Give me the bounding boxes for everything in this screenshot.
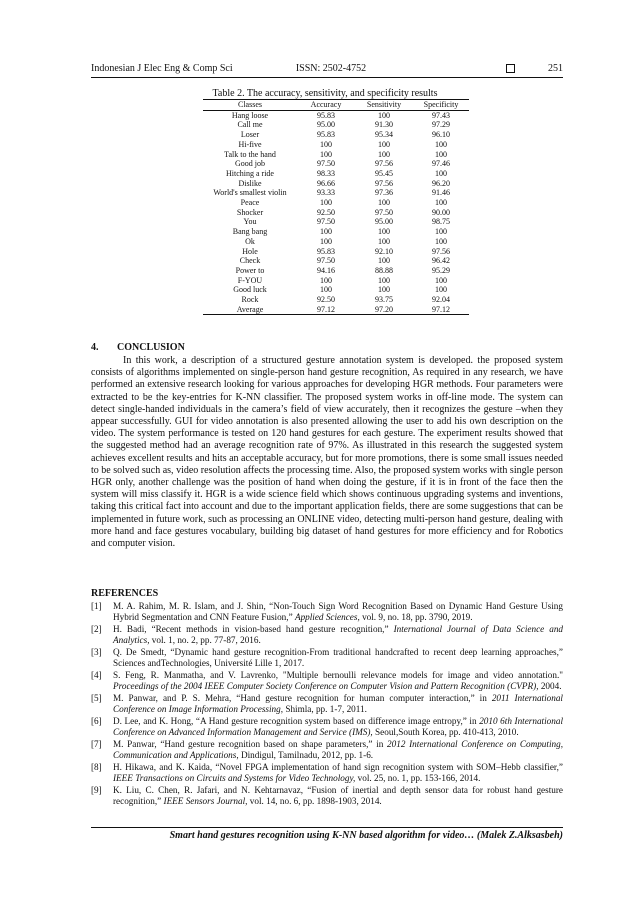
- table-cell: 100: [378, 285, 390, 295]
- table-cell: 88.88: [375, 265, 393, 275]
- reference-item: [91, 670, 563, 693]
- section-number: 4.: [91, 342, 99, 353]
- running-footer: Smart hand gestures recognition using K-NN based algorithm for video… (Malek Z.Alksasbeh): [169, 830, 563, 841]
- table-cell: 95.00: [317, 120, 335, 130]
- table-cell: 100: [378, 139, 390, 149]
- reference-text: D. Lee, and K. Hong, “A Hand gesture recognition system based on difference image entropy,” in: [113, 715, 477, 726]
- table-cell: 96.10: [432, 130, 450, 140]
- page-number: 251: [548, 63, 563, 74]
- table-row: [203, 217, 469, 227]
- table-cell: 97.50: [317, 159, 335, 169]
- table-cell: 100: [435, 168, 447, 178]
- checkbox-square-icon: [506, 64, 515, 73]
- table-row: [203, 266, 469, 276]
- table-cell: 96.20: [432, 178, 450, 188]
- reference-text: M. A. Rahim, M. R. Islam, and J. Shin, “Non-Touch Sign Word Recognition Based on Dynamic Hand Gesture Using Hybrid Segmentation and CNN Feature Fusion,”: [113, 601, 563, 623]
- table-row: [203, 247, 469, 257]
- table-row: [203, 169, 469, 179]
- reference-item: [91, 785, 563, 808]
- reference-number: [1]: [91, 601, 102, 611]
- reference-details: vol. 25, no. 1, pp. 153-166, 2014.: [357, 773, 481, 784]
- table-cell: 92.10: [375, 246, 393, 256]
- reference-number: [4]: [91, 669, 102, 680]
- table-cell: 97.12: [297, 305, 355, 315]
- reference-venue: International Journal of Data Science and Analytics,: [113, 623, 564, 646]
- table-cell: 100: [435, 227, 447, 237]
- table-cell: Average: [203, 305, 297, 315]
- table-cell: 100: [320, 236, 332, 246]
- table-cell: World's smallest violin: [213, 188, 287, 198]
- table-cell: Check: [239, 256, 261, 266]
- reference-text: M. Panwar, and P. S. Mehra, “Hand gesture recognition for human computer interaction,” in: [113, 692, 487, 703]
- table-cell: Hi-five: [238, 139, 262, 149]
- table-cell: 96.66: [317, 178, 335, 188]
- table-cell: Power to: [235, 265, 265, 275]
- table-cell: Hole: [242, 246, 258, 256]
- table-row: [203, 227, 469, 237]
- table-row: [203, 150, 469, 160]
- table-cell: F-YOU: [237, 275, 263, 285]
- table-cell: 91.30: [375, 120, 393, 130]
- table-cell: Hang loose: [231, 110, 269, 120]
- table-cell: 95.45: [375, 168, 393, 178]
- table-cell: 97.56: [375, 178, 393, 188]
- column-header: Sensitivity: [355, 100, 413, 111]
- footer-rule: [91, 827, 563, 828]
- table-cell: Good luck: [233, 285, 267, 295]
- table-cell: Peace: [240, 198, 260, 208]
- table-cell: 97.56: [432, 246, 450, 256]
- table-cell: 100: [378, 227, 390, 237]
- table-cell: Bang bang: [232, 227, 268, 237]
- table-cell: Shocker: [236, 207, 264, 217]
- reference-details: , Dindigul, Tamilnadu, 2012, pp. 1-6.: [236, 750, 374, 761]
- table-row: [203, 208, 469, 218]
- reference-text: H. Hikawa, and K. Kaida, “Novel FPGA implementation of hand sign recognition system with SOM–Hebb classifier,”: [113, 761, 563, 772]
- reference-venue: Proceedings of the 2004 IEEE Computer Society Conference on Computer Vision and Pattern Recognition (CVPR),: [113, 681, 539, 692]
- reference-venue: IEEE Sensors Journal,: [163, 796, 248, 807]
- table-cell: 97.50: [317, 256, 335, 266]
- table-row: [203, 285, 469, 295]
- table-row: [203, 120, 469, 130]
- table-row: [203, 179, 469, 189]
- reference-number: [3]: [91, 646, 102, 657]
- table-cell: 98.33: [317, 168, 335, 178]
- conclusion-paragraph: In this work, a description of a structured gesture annotation system is developed. the proposed system consists of algorithms implemented on single-person hand gesture recognition, As required in any research, we have performed an extensive research looking for various approaches for developing HGR methods. Four parameters were extracted to be the key-entries for K-NN classifier. The proposed system works in off-line mode. The system can detect single-handed individuals in the camera’s field of view accurately, then it recognizes the gesture –when they appear successfully. GUI for video annotation is also presented allowing the user to add his own description on the video. The system performance is tested on 120 hand gestures for each gesture. The experiment results showed that the suggested method had an average recognition rate of 97%. As illustrated in this research the suggested system achieves excellent results and hits an acceptable accuracy, but for more promotions, there is some small issues needed to be solved such as, video resolution affects the processing time. Also, the proposed system works with single person HGR only, another challenge was the position of hand when doing the gesture, if it is in front of the face then the system will miss classify it. HGR is a wide science field which shows continuous upgrading systems and inventions, taking this critical fact into account and due to the important application fields, there are some suggestions that can be implemented in future work, such as processing an ONLINE video, detecting multi-person hand gesture, dealing with more hand and face gestures vocabulary, building big dataset of hand gestures for more efficiency and for Robotics and computer vision.: [91, 355, 563, 550]
- reference-venue: 2011 International Conference on Image Information Processing: [113, 692, 563, 715]
- reference-text: H. Badi, “Recent methods in vision-based hand gesture recognition,”: [113, 623, 389, 634]
- table-row: [203, 188, 469, 198]
- reference-number: [8]: [91, 761, 102, 772]
- table-cell: 97.36: [375, 188, 393, 198]
- table-caption: Table 2. The accuracy, sensitivity, and specificity results: [212, 88, 438, 99]
- header-rule: [91, 77, 563, 78]
- table-header-row: [203, 100, 469, 111]
- references-heading: REFERENCES: [91, 588, 159, 599]
- table-cell: 94.16: [317, 265, 335, 275]
- table-cell: 100: [435, 236, 447, 246]
- reference-text: M. Panwar, “Hand gesture recognition based on shape parameters,” in: [113, 738, 384, 749]
- table-cell: 97.50: [317, 217, 335, 227]
- issn: ISSN: 2502-4752: [295, 63, 367, 74]
- table-cell: 97.29: [432, 120, 450, 130]
- reference-number: [9]: [91, 784, 102, 795]
- table-row: [203, 110, 469, 120]
- table-cell: 93.33: [317, 188, 335, 198]
- table-cell: 100: [378, 236, 390, 246]
- journal-name: Indonesian J Elec Eng & Comp Sci: [91, 63, 233, 74]
- table-row: [203, 276, 469, 286]
- table-cell: 100: [320, 285, 332, 295]
- reference-item: [91, 716, 563, 739]
- table-row: [203, 130, 469, 140]
- table-cell: 90.00: [432, 207, 450, 217]
- table-row: [203, 198, 469, 208]
- table-cell: 100: [320, 149, 332, 159]
- reference-venue: 2010 6th International Conference on Advanced Information Management and Service (IMS),: [113, 715, 563, 738]
- reference-details: , Shimla, pp. 1-7, 2011.: [280, 704, 367, 715]
- table-row: [203, 140, 469, 150]
- table-cell: 100: [320, 139, 332, 149]
- table-cell: 100: [435, 285, 447, 295]
- table-cell: Call me: [237, 120, 263, 130]
- table-cell: Rock: [241, 295, 259, 305]
- conclusion-heading: [91, 342, 185, 353]
- table-cell: 93.75: [375, 295, 393, 305]
- reference-item: [91, 624, 563, 647]
- reference-details: Seoul,South Korea, pp. 410-413, 2010.: [375, 727, 519, 738]
- column-header: Classes: [203, 100, 297, 111]
- table-cell: Good job: [235, 159, 265, 169]
- reference-item: [91, 647, 563, 670]
- reference-text: S. Feng, R. Manmatha, and V. Lavrenko, "Multiple bernoulli relevance models for image and video annotation.": [113, 669, 563, 680]
- table-cell: 92.04: [432, 295, 450, 305]
- table-cell: 92.50: [317, 295, 335, 305]
- reference-venue: Applied Sciences,: [294, 612, 360, 623]
- table-row: [203, 256, 469, 266]
- reference-number: [2]: [91, 623, 102, 634]
- table-cell: 98.75: [432, 217, 450, 227]
- table-cell: 95.83: [317, 110, 335, 120]
- table-cell: 97.12: [413, 305, 469, 315]
- table-row: [203, 159, 469, 169]
- table-cell: 92.50: [317, 207, 335, 217]
- table-cell: 95.29: [432, 265, 450, 275]
- table-cell: 95.83: [317, 130, 335, 140]
- table-cell: 96.42: [432, 256, 450, 266]
- column-header: Accuracy: [297, 100, 355, 111]
- table-cell: Ok: [245, 236, 255, 246]
- reference-number: [6]: [91, 715, 102, 726]
- reference-text: K. Liu, C. Chen, R. Jafari, and N. Kehtarnavaz, “Fusion of inertial and depth sensor data for robust hand gesture recognition,”: [113, 784, 563, 807]
- reference-number: [7]: [91, 738, 102, 749]
- table-cell: 100: [435, 198, 447, 208]
- results-table: [203, 99, 469, 315]
- reference-details: vol. 14, no. 6, pp. 1898-1903, 2014.: [249, 796, 382, 807]
- table-cell: 100: [378, 149, 390, 159]
- reference-item: [91, 739, 563, 762]
- table-cell: 97.43: [432, 110, 450, 120]
- table-cell: 100: [320, 275, 332, 285]
- table-row: [203, 295, 469, 305]
- table-cell: Dislike: [238, 178, 262, 188]
- reference-item: [91, 601, 563, 624]
- column-header: Specificity: [413, 100, 469, 111]
- table-cell: 100: [320, 198, 332, 208]
- table-row: [203, 305, 469, 315]
- table-cell: 100: [435, 149, 447, 159]
- reference-details: vol. 1, no. 2, pp. 77-87, 2016.: [151, 635, 261, 646]
- reference-venue: 2012 International Conference on Computing, Communication and Applications: [113, 738, 563, 761]
- running-header: [91, 62, 563, 76]
- table-cell: 100: [378, 256, 390, 266]
- reference-details: vol. 9, no. 18, pp. 3790, 2019.: [362, 612, 473, 623]
- table-cell: 97.56: [375, 159, 393, 169]
- table-cell: Hitching a ride: [226, 168, 274, 178]
- reference-list: [91, 601, 563, 808]
- table-cell: 100: [378, 275, 390, 285]
- table-cell: 100: [435, 275, 447, 285]
- table-cell: 97.50: [375, 207, 393, 217]
- table-cell: 91.46: [432, 188, 450, 198]
- table-cell: 97.20: [355, 305, 413, 315]
- reference-item: [91, 762, 563, 785]
- reference-number: [5]: [91, 692, 102, 703]
- reference-details: 2004.: [540, 681, 562, 692]
- table-cell: 95.00: [375, 217, 393, 227]
- table-cell: 97.46: [432, 159, 450, 169]
- table-row: [203, 237, 469, 247]
- reference-text: Q. De Smedt, “Dynamic hand gesture recognition-From traditional handcrafted to recent deep learning approaches,” Sciences andTechnologies, Université Lille 1, 2017.: [113, 646, 563, 669]
- reference-venue: IEEE Transactions on Circuits and Systems for Video Technology,: [113, 773, 356, 784]
- table-cell: Loser: [240, 130, 260, 140]
- table-cell: 95.34: [375, 130, 393, 140]
- table-cell: 100: [378, 198, 390, 208]
- table-cell: 100: [320, 227, 332, 237]
- table-cell: Talk to the hand: [224, 149, 276, 159]
- table-cell: You: [243, 217, 257, 227]
- table-cell: 100: [378, 110, 390, 120]
- section-title: CONCLUSION: [117, 342, 185, 353]
- reference-item: [91, 693, 563, 716]
- table-cell: 95.83: [317, 246, 335, 256]
- table-cell: 100: [435, 139, 447, 149]
